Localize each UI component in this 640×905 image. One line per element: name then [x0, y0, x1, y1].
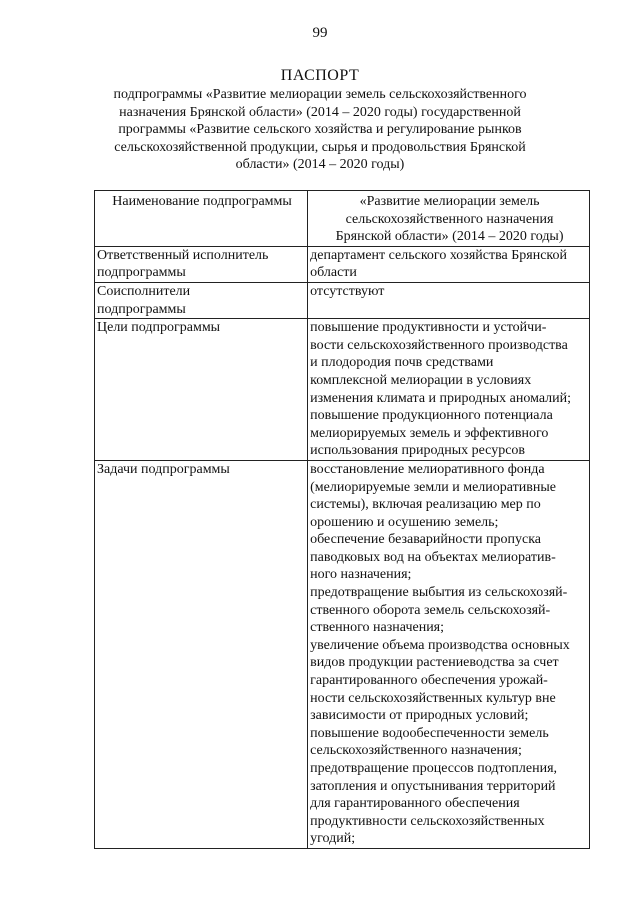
row-value-line: обеспечение безаварийности пропуска — [310, 532, 541, 548]
row-value-line: предотвращение процессов подтопления, — [310, 761, 558, 776]
row-value-line: ственного оборота земель сельскохозяй- — [310, 602, 551, 618]
row-value-cell — [308, 319, 590, 461]
row-label-line: Задачи подпрограммы — [97, 461, 230, 477]
row-value-line: департамент сельского хозяйства Брянской — [310, 247, 567, 263]
row-value-line: (мелиорируемые земли и мелиоративные — [310, 479, 556, 495]
document-title: ПАСПОРТ — [280, 67, 360, 84]
row-value-line: угодий; — [310, 831, 356, 847]
row-value-line: системы), включая реализацию мер по — [310, 497, 541, 513]
header-cell-name — [95, 191, 308, 247]
row-value-line: ности сельскохозяйственных культур вне — [310, 690, 556, 706]
subtitle-line: подпрограммы «Развитие мелиорации земель сельскохозяйственного — [113, 87, 527, 102]
row-value-line: отсутствуют — [310, 283, 385, 299]
header-left-label: Наименование подпрограммы — [112, 194, 292, 209]
row-value-line: комплексной мелиорации в условиях — [310, 372, 532, 388]
row-value-line: зависимости от природных условий; — [310, 708, 529, 724]
passport-table — [94, 190, 590, 849]
row-value-line: предотвращение выбытия из сельскохозяй- — [310, 585, 568, 601]
subtitle-line: программы «Развитие сельского хозяйства и регулирование рынков — [118, 122, 522, 138]
row-label-cell — [95, 282, 308, 318]
header-right-line: «Развитие мелиорации земель — [359, 194, 540, 209]
row-value-line: увеличение объема производства основных — [310, 637, 570, 653]
row-label-line: подпрограммы — [97, 301, 186, 317]
row-label-line: Соисполнители — [97, 283, 191, 299]
row-label-line: Цели подпрограммы — [97, 320, 221, 336]
row-value-line: сельскохозяйственного назначения; — [310, 743, 522, 759]
row-value-cell — [308, 246, 590, 282]
row-value-cell — [308, 282, 590, 318]
page-number: 99 — [312, 25, 328, 41]
header-right-line: Брянской области» (2014 – 2020 годы) — [335, 229, 564, 245]
row-label-cell — [95, 319, 308, 461]
row-value-line: повышение продукционного потенциала — [310, 408, 553, 424]
row-value-line: затопления и опустынивания территорий — [310, 778, 556, 794]
row-value-line: повышение продуктивности и устойчи- — [310, 320, 547, 336]
row-value-line: ного назначения; — [310, 567, 412, 583]
row-value-line: восстановление мелиоративного фонда — [310, 461, 545, 477]
header-cell-value — [308, 191, 590, 247]
row-value-line: продуктивности сельскохозяйственных — [310, 813, 545, 829]
row-value-line: гарантированного обеспечения урожай- — [310, 673, 548, 689]
row-value-line: орошению и осушению земель; — [310, 514, 499, 530]
row-value-line: паводковых вод на объектах мелиоратив- — [310, 549, 556, 565]
subtitle-line: области» (2014 – 2020 годы) — [235, 157, 405, 173]
table-row — [95, 460, 590, 848]
row-value-line: области — [310, 265, 357, 281]
document-subtitle — [0, 86, 640, 174]
subtitle-line: назначения Брянской области» (2014 – 2020 годы) государственной — [119, 104, 521, 120]
row-label-line: подпрограммы — [97, 265, 186, 281]
table-header-row — [95, 191, 590, 247]
row-value-line: мелиорируемых земель и эффективного — [310, 425, 549, 441]
row-value-line: для гарантированного обеспечения — [310, 796, 520, 812]
row-label-line: Ответственный исполнитель — [97, 247, 269, 263]
table-row — [95, 246, 590, 282]
row-label-cell — [95, 460, 308, 848]
row-value-line: видов продукции растениеводства за счет — [310, 655, 559, 671]
row-value-line: повышение водообеспеченности земель — [310, 725, 549, 741]
subtitle-line: сельскохозяйственной продукции, сырья и продовольствия Брянской — [114, 139, 526, 155]
row-value-cell — [308, 460, 590, 848]
table-row — [95, 319, 590, 461]
row-value-line: вости сельскохозяйственного производства — [310, 337, 568, 353]
row-value-line: ственного назначения; — [310, 620, 445, 636]
row-value-line: и плодородия почв средствами — [310, 355, 494, 371]
header-right-line: сельскохозяйственного назначения — [345, 211, 554, 227]
table-row — [95, 282, 590, 318]
row-value-line: изменения климата и природных аномалий; — [310, 390, 572, 406]
row-label-cell — [95, 246, 308, 282]
row-value-line: использования природных ресурсов — [310, 443, 526, 459]
